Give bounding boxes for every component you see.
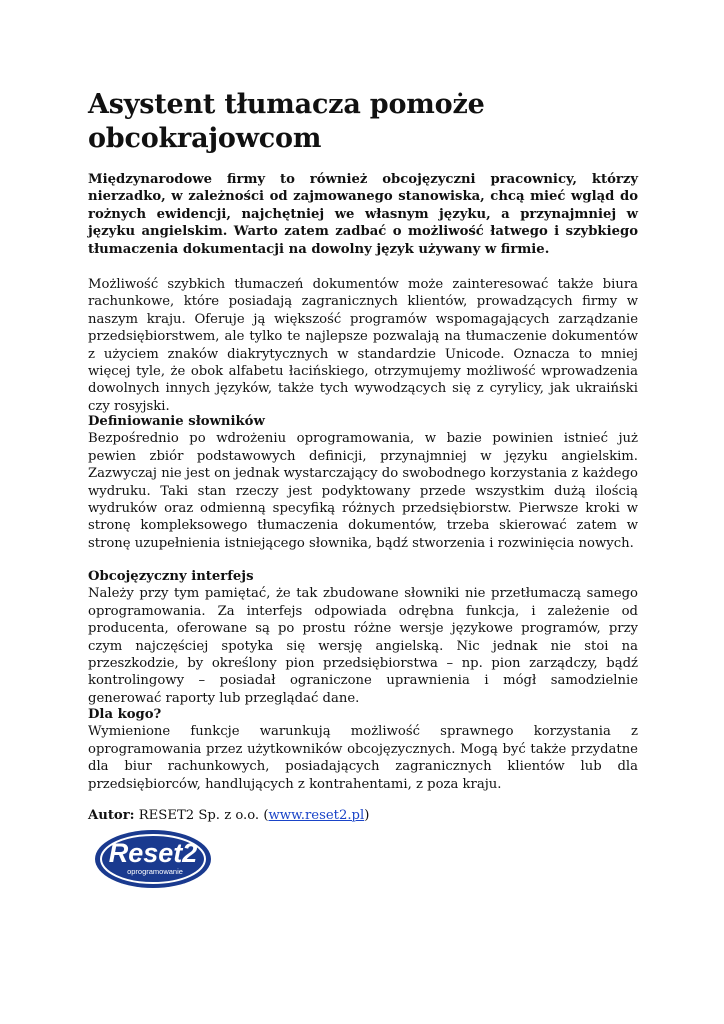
section-dictionaries [88,413,638,552]
section-text: Bezpośrednio po wdrożeniu oprogramowania, w bazie powinien istnieć już pewien zbiór podstawowych definicji, przynajmniej w języku angielskim. Zazwyczaj nie jest on jednak wystarczający do swobodnego korzystania z każdego wydruku. Taki stan rzeczy jest podyktowany przede wszystkim dużą ilością wydruków oraz odmienną specyfiką różnych przedsiębiorstw. Pierwsze kroki w stronę kompleksowego tłumaczenia dokumentów, trzeba skierować zatem w stronę uzupełnienia istniejącego słownika, bądź stworzenia i rozwinięcia nowych. [88,431,638,551]
logo-brand-text: Reset2 [108,838,198,868]
section-heading: Obcojęzyczny interfejs [88,569,254,584]
section-text: Wymienione funkcje warunkują możliwość sprawnego korzystania z oprogramowania przez użytkowników obcojęzycznych. Mogą być także przydatne dla biur rachunkowych, posiadających zagranicznych klientów lub dla przedsiębiorców, handlujących z kontrahentami, z poza kraju. [88,724,638,792]
section-heading: Dla kogo? [88,707,162,722]
author-label: Autor: [88,808,135,823]
section-heading: Definiowanie słowników [88,414,265,429]
author-paren-open: ( [263,808,269,823]
reset2-logo [93,828,213,890]
author-line [88,807,638,824]
intro-paragraph: Możliwość szybkich tłumaczeń dokumentów może zainteresować także biura rachunkowe, które posiadają zagranicznych klientów, prowadzących firmy w naszym kraju. Oferuje ją większość programów wspomagających zarządzanie przedsiębiorstwem, ale tylko te najlepsze pozwalają na tłumaczenie dokumentów z użyciem znaków diakrytycznych w standardzie Unicode. Oznacza to mniej więcej tyle, że obok alfabetu łacińskiego, otrzymujemy możliwość wprowadzenia dowolnych innych języków, także tych wywodzących się z cyrylicy, jak ukraiński czy rosyjski. [88,277,638,414]
author-name: RESET2 Sp. z o.o. [138,808,260,823]
section-interface [88,568,638,707]
section-text: Należy przy tym pamiętać, że tak zbudowane słowniki nie przetłumaczą samego oprogramowania. Za interfejs odpowiada odrębna funkcja, i zależenie od producenta, oferowane są po prostu różne wersje językowe programów, przy czym najczęściej spotyka się wersję angielską. Nic jednak nie stoi na przeszkodzie, by określony pion przedsiębiorstwa – np. pion zarządczy, bądź kontrolingowy – posiadał ograniczone uprawnienia i mógł samodzielnie generować raporty lub przeglądać dane. [88,586,638,706]
author-website-link[interactable]: www.reset2.pl [268,808,365,823]
lead-paragraph: Międzynarodowe firmy to również obcojęzyczni pracownicy, którzy nierzadko, w zależności od zajmowanego stanowiska, chcą mieć wgląd do rożnych ewidencji, najchętniej we własnym języku, a przynajmniej w języku angielskim. Warto zatem zadbać o możliwość łatwego i szybkiego tłumaczenia dokumentacji na dowolny język używany w firmie. [88,172,638,257]
author-paren-close: ) [364,808,370,823]
page-title: Asystent tłumacza pomoże obcokrajowcom [88,89,485,154]
logo-tagline-text: oprogramowanie [127,867,183,876]
section-audience [88,706,638,793]
